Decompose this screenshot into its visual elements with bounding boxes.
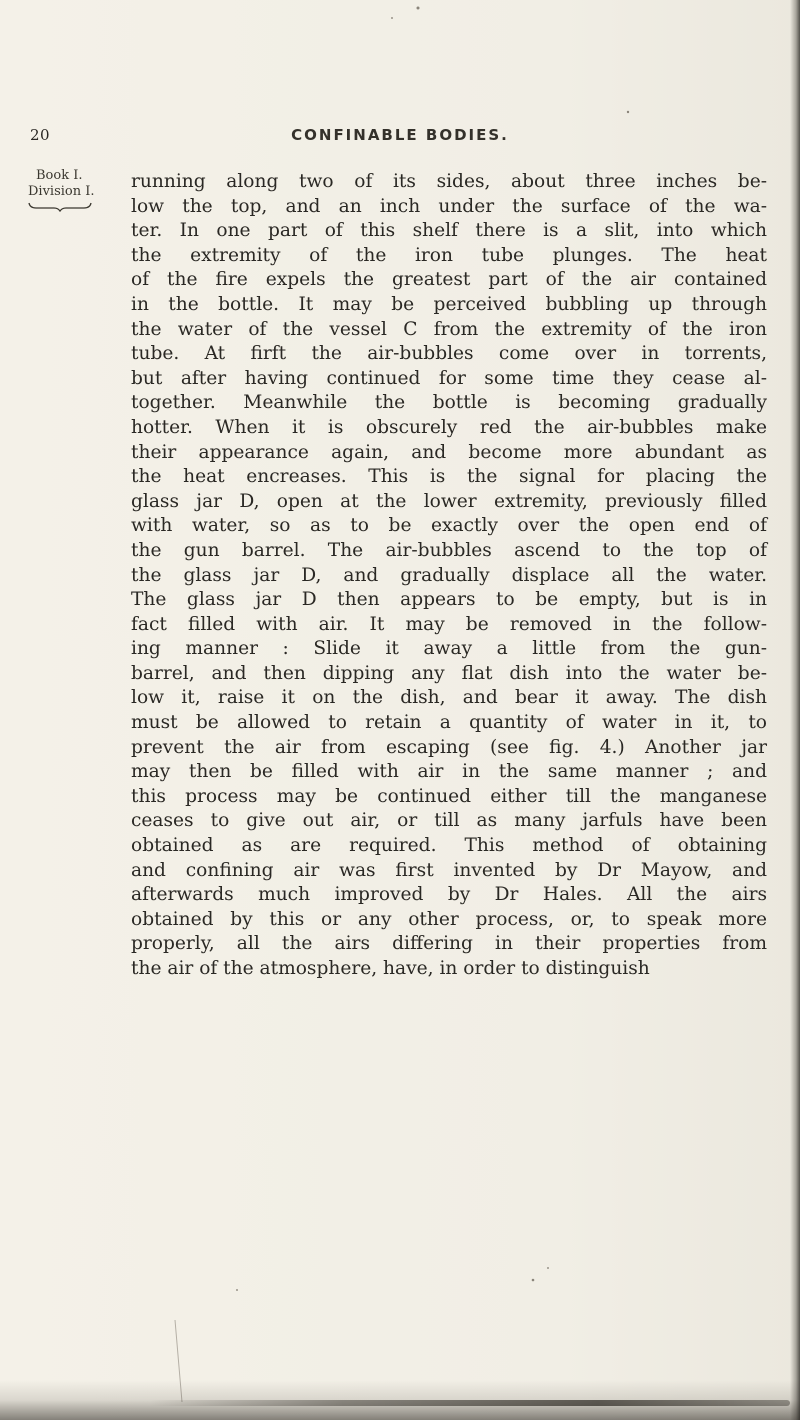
page-right-edge: [790, 0, 800, 1420]
text-line: glass jar D, open at the lower extremity, previously filled: [131, 490, 767, 512]
text-line: properly, all the airs differing in their properties from: [131, 933, 767, 955]
text-line: the water of the vessel C from the extremity of the iron: [131, 318, 767, 340]
text-line: must be allowed to retain a quantity of water in it, to: [131, 712, 767, 734]
text-line: barrel, and then dipping any flat dish into the water be-: [131, 662, 767, 684]
margin-note-book: Book I.: [36, 168, 83, 183]
text-line: The glass jar D then appears to be empty, but is in: [131, 589, 767, 611]
running-head: CONFINABLE BODIES.: [291, 126, 509, 144]
text-line: the glass jar D, and gradually displace all the water.: [131, 564, 767, 586]
text-line: afterwards much improved by Dr Hales. All the airs: [131, 884, 767, 906]
text-line: their appearance again, and become more abundant as: [131, 441, 767, 463]
text-line: prevent the air from escaping (see fig. 4.) Another jar: [131, 736, 767, 758]
text-line: this process may be continued either till the manganese: [131, 785, 767, 807]
text-line: fact filled with air. It may be removed in the follow-: [131, 613, 767, 635]
text-line: tube. At firft the air-bubbles come over in torrents,: [131, 343, 767, 365]
text-line: ing manner : Slide it away a little from the gun-: [131, 638, 767, 660]
text-line: may then be filled with air in the same manner ; and: [131, 761, 767, 783]
margin-note: [28, 168, 100, 212]
body-text: [131, 170, 767, 982]
text-line: together. Meanwhile the bottle is becoming gradually: [131, 392, 767, 414]
text-line: the heat encreases. This is the signal for placing the: [131, 466, 767, 488]
brace-icon: [28, 202, 92, 212]
page-number: 20: [30, 126, 51, 144]
text-line: and confining air was first invented by Dr Mayow, and: [131, 859, 767, 881]
text-line: low it, raise it on the dish, and bear it away. The dish: [131, 687, 767, 709]
text-line: of the fire expels the greatest part of the air contained: [131, 269, 767, 291]
text-line: but after having continued for some time they cease al-: [131, 367, 767, 389]
text-line: the gun barrel. The air-bubbles ascend to the top of: [131, 539, 767, 561]
margin-note-division: Division I.: [28, 184, 95, 199]
text-line: obtained by this or any other process, or, to speak more: [131, 908, 767, 930]
text-line: with water, so as to be exactly over the open end of: [131, 515, 767, 537]
text-line: the extremity of the iron tube plunges. The heat: [131, 244, 767, 266]
text-line: low the top, and an inch under the surface of the wa-: [131, 195, 767, 217]
text-line: the air of the atmosphere, have, in order to distinguish: [131, 958, 650, 979]
text-line: ceases to give out air, or till as many jarfuls have been: [131, 810, 767, 832]
text-line: obtained as are required. This method of obtaining: [131, 835, 767, 857]
text-line: in the bottle. It may be perceived bubbling up through: [131, 293, 767, 315]
text-line: running along two of its sides, about three inches be-: [131, 171, 767, 192]
text-line: ter. In one part of this shelf there is a slit, into which: [131, 220, 767, 242]
text-line: hotter. When it is obscurely red the air-bubbles make: [131, 416, 767, 438]
page-bottom-edge: [150, 1400, 790, 1406]
